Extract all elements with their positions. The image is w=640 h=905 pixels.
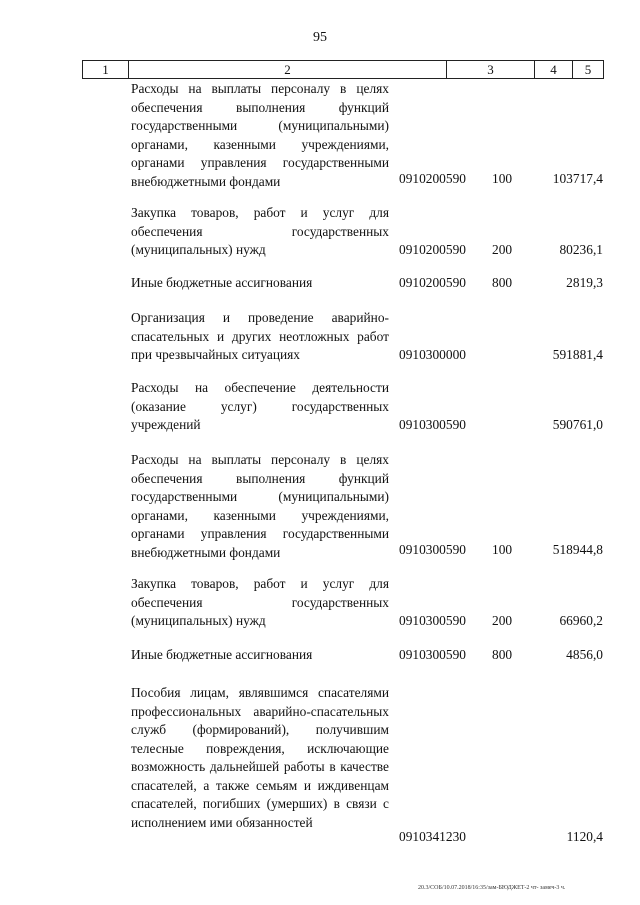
row-code: 0910200590: [399, 171, 466, 186]
row-amount: 591881,4: [552, 347, 603, 362]
row-description: Закупка товаров, работ и услуг для обеспечения государственных (муниципальных) нужд: [131, 205, 389, 257]
row-description: Иные бюджетные ассигнования: [131, 275, 313, 290]
row-description: Расходы на выплаты персоналу в целях обеспечения выполнения функций государственными (муниципальными) органами, казенными учреждениями, органами управления государственными внебюджетными фондами: [131, 81, 389, 189]
header-col-5: 5: [584, 62, 592, 77]
row-code: 0910200590: [399, 275, 466, 290]
header-col-1: 1: [83, 61, 129, 78]
row-description: Организация и проведение аварийно-спасательных и других неотложных работ при чрезвычайных ситуациях: [131, 310, 389, 362]
header-col-4: 4: [535, 61, 573, 78]
row-type: 800: [492, 275, 513, 290]
row-amount: 4856,0: [566, 647, 603, 662]
row-code: 0910300590: [399, 613, 466, 628]
row-code: 0910300590: [399, 647, 466, 662]
table-header: [82, 60, 604, 79]
row-amount: 2819,3: [566, 275, 603, 290]
row-description: Пособия лицам, являвшимся спасателями профессиональных аварийно-спасательных служб (формирований), получившим телесные повреждения, исключающие возможность дальнейшей работы в качестве спасателей, а также семьям и иждивенцам спасателей, погибших (умерших) в связи с исполнением ими обязанностей: [131, 685, 389, 830]
header-col-3: 3: [447, 61, 535, 78]
row-type: 800: [492, 647, 513, 662]
row-description: Иные бюджетные ассигнования: [131, 647, 313, 662]
row-description: Расходы на выплаты персоналу в целях обеспечения выполнения функций государственными (муниципальными) органами, казенными учреждениями, органами управления государственными внебюджетными фондами: [131, 452, 389, 560]
row-amount: 66960,2: [559, 613, 603, 628]
row-type: 100: [492, 542, 513, 557]
row-code: 0910200590: [399, 242, 466, 257]
row-description: Расходы на обеспечение деятельности (оказание услуг) государственных учреждений: [131, 380, 389, 432]
row-code: 0910341230: [399, 829, 466, 844]
row-code: 0910300590: [399, 542, 466, 557]
row-amount: 103717,4: [552, 171, 603, 186]
row-type: 200: [492, 242, 513, 257]
row-amount: 518944,8: [552, 542, 603, 557]
row-type: 200: [492, 613, 513, 628]
row-amount: 80236,1: [559, 242, 603, 257]
row-code: 0910300000: [399, 347, 466, 362]
row-amount: 590761,0: [552, 417, 603, 432]
row-type: 100: [492, 171, 513, 186]
header-col-2: 2: [129, 61, 447, 78]
row-code: 0910300590: [399, 417, 466, 432]
row-description: Закупка товаров, работ и услуг для обеспечения государственных (муниципальных) нужд: [131, 576, 389, 628]
footer-stamp: 20.3/СОБ/10.07.2018/16:35/зам-БЮДЖЕТ-2 чт- замеч-3 ч.: [418, 885, 566, 891]
row-amount: 1120,4: [566, 829, 603, 844]
page-number: 95: [313, 30, 327, 45]
